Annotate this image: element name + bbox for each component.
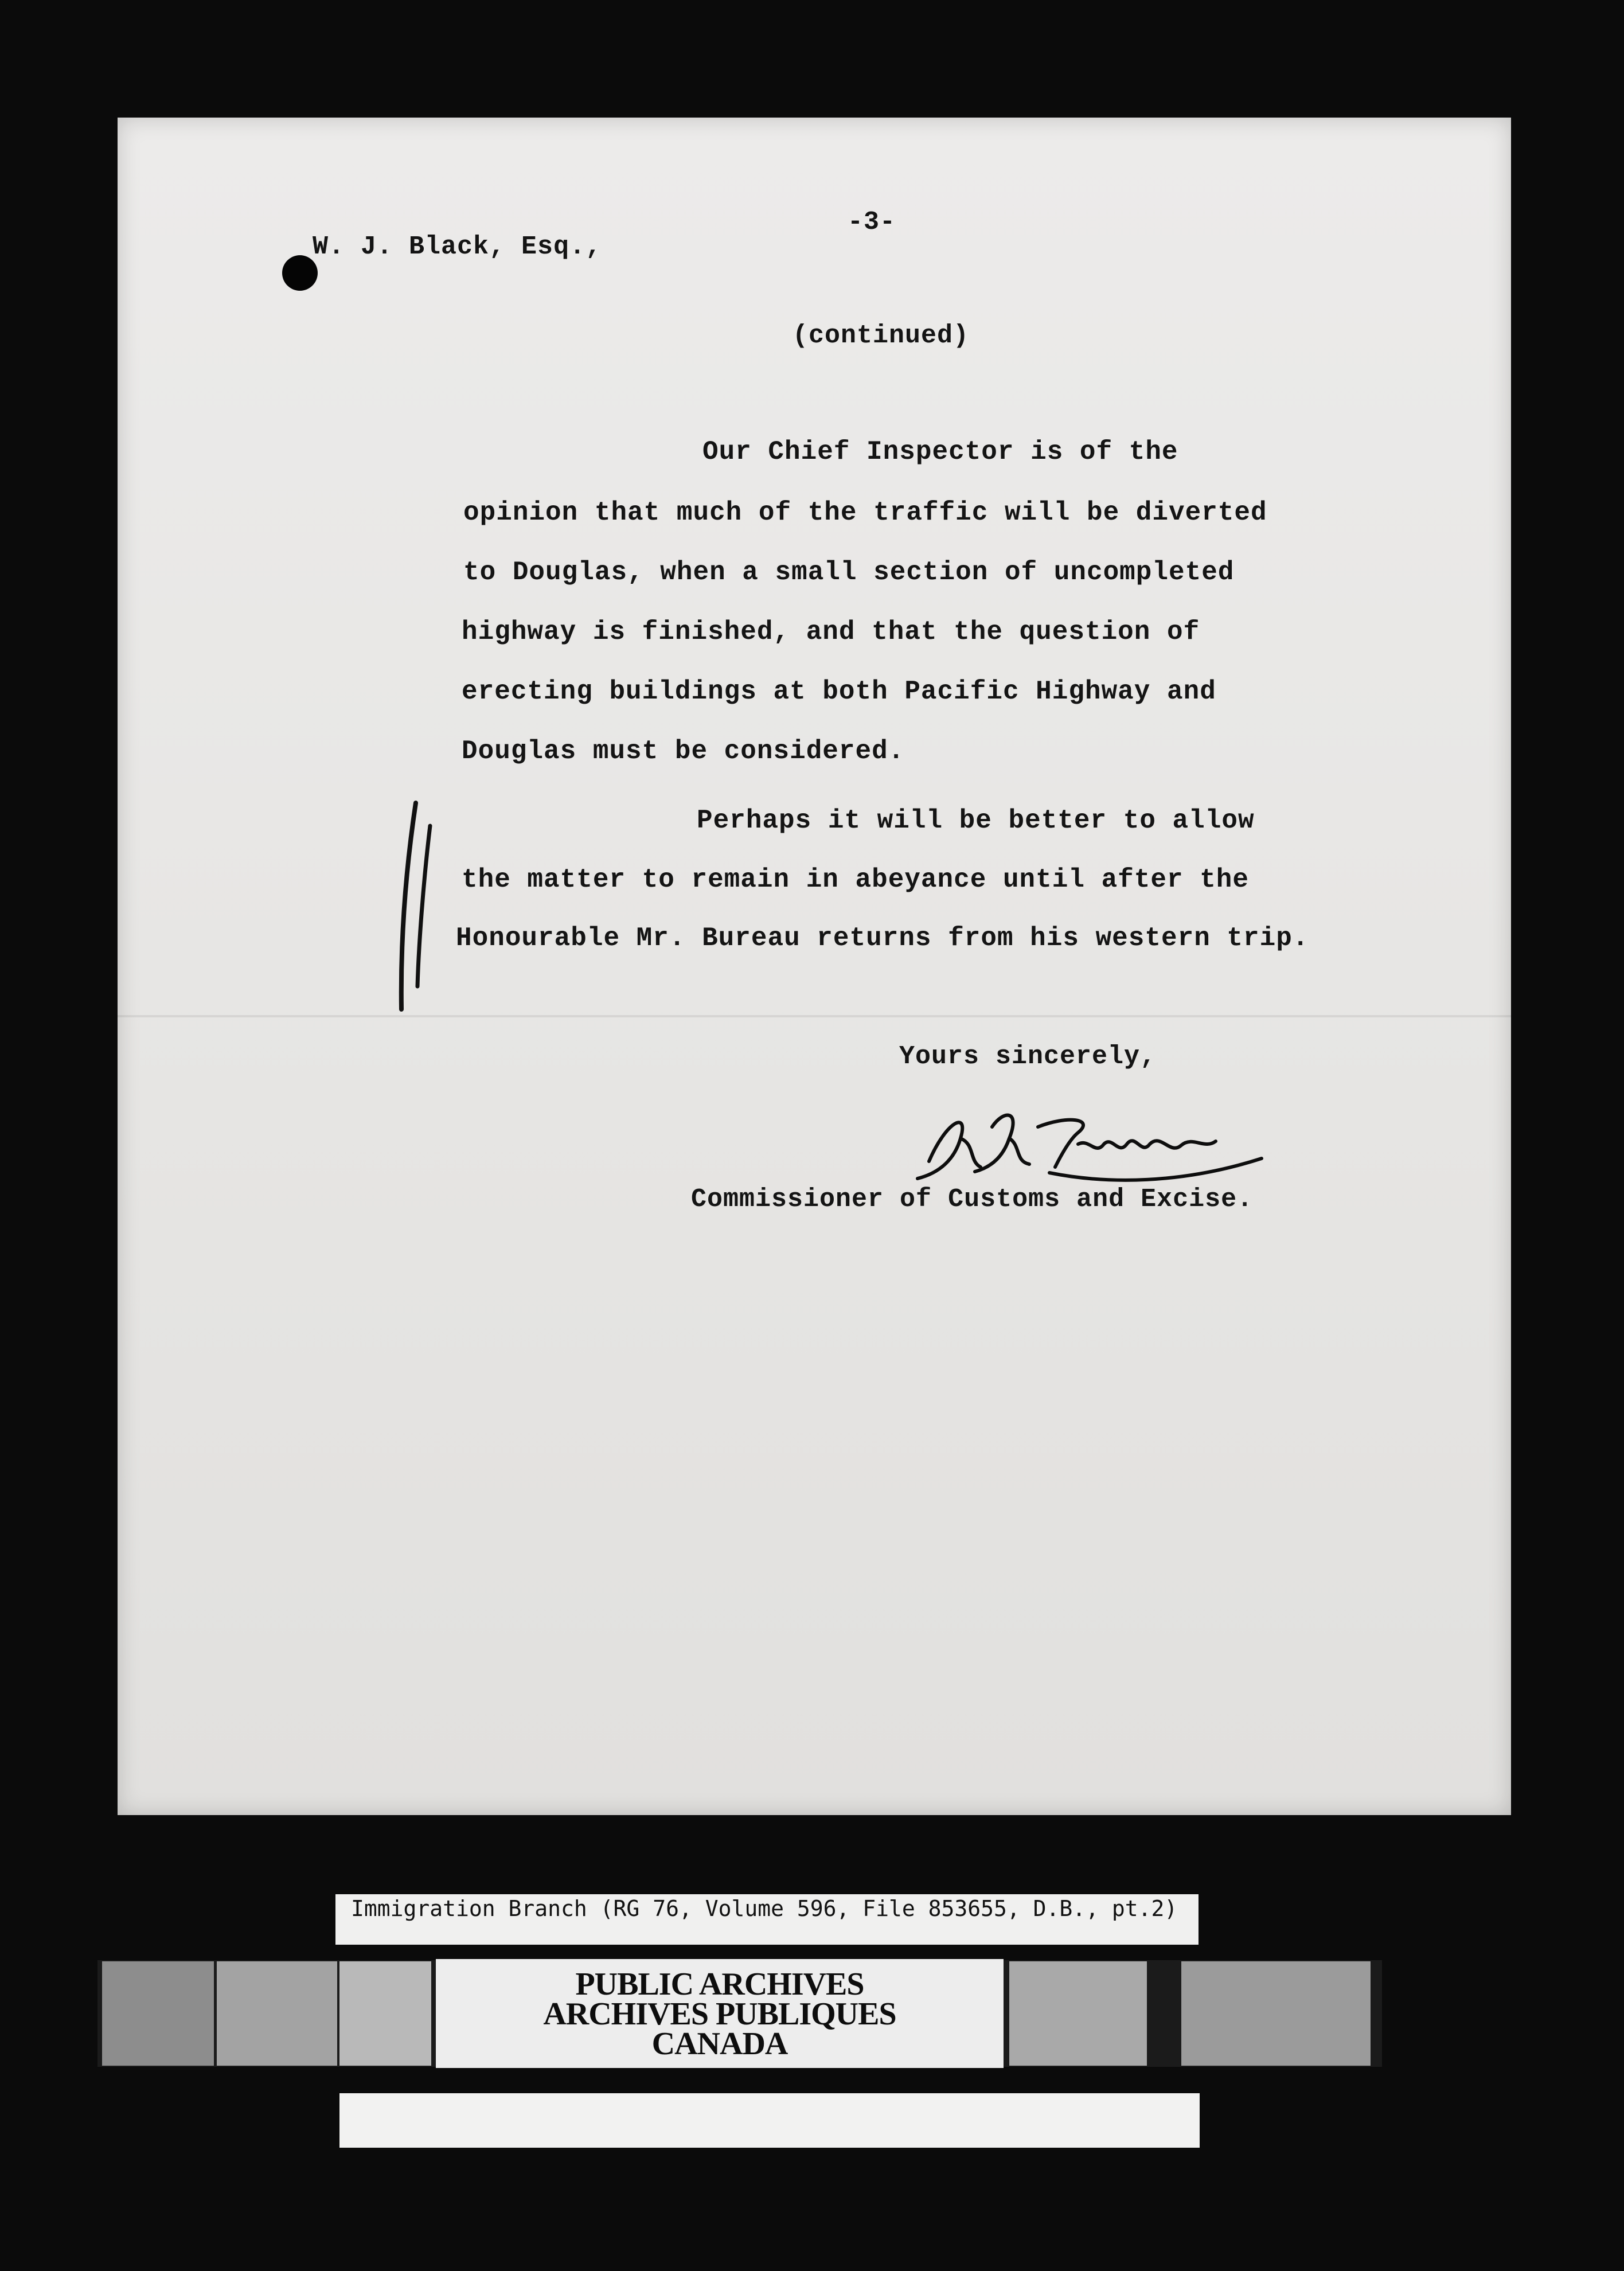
stamp-line-2: ARCHIVES PUBLIQUES (543, 1996, 896, 2032)
paragraph1-line4: highway is finished, and that the question of (462, 617, 1200, 647)
paragraph1-line3: to Douglas, when a small section of uncompleted (463, 557, 1235, 587)
strip-segment (1181, 1961, 1371, 2066)
blank-label-card (339, 2093, 1200, 2148)
signatory-title: Commissioner of Customs and Excise. (691, 1185, 1254, 1214)
strip-segment (102, 1961, 214, 2066)
continued-label: (continued) (793, 321, 970, 350)
closing-salutation: Yours sincerely, (899, 1042, 1157, 1071)
paragraph2-line2: the matter to remain in abeyance until after the (462, 865, 1250, 895)
strip-segment (217, 1961, 337, 2066)
paragraph1-line6: Douglas must be considered. (462, 736, 905, 766)
stamp-line-3: CANADA (651, 2026, 788, 2062)
letter-page (118, 118, 1511, 1815)
paragraph1-line1: Our Chief Inspector is of the (702, 437, 1178, 467)
paragraph2-line3: Honourable Mr. Bureau returns from his western trip. (456, 923, 1309, 953)
strip-segment (1009, 1961, 1147, 2066)
paragraph2-line1: Perhaps it will be better to allow (697, 806, 1255, 836)
strip-segment (339, 1961, 431, 2066)
paragraph1-line5: erecting buildings at both Pacific Highway and (462, 677, 1216, 707)
page-fold-line (118, 1015, 1511, 1017)
paragraph1-line2: opinion that much of the traffic will be diverted (463, 498, 1267, 528)
archive-caption: Immigration Branch (RG 76, Volume 596, File 853655, D.B., pt.2) (351, 1896, 1178, 1921)
stamp-line-1: PUBLIC ARCHIVES (575, 1966, 864, 2002)
addressee: W. J. Black, Esq., (313, 232, 602, 262)
margin-double-line-mark (390, 797, 436, 1015)
page-number: -3- (848, 208, 896, 237)
